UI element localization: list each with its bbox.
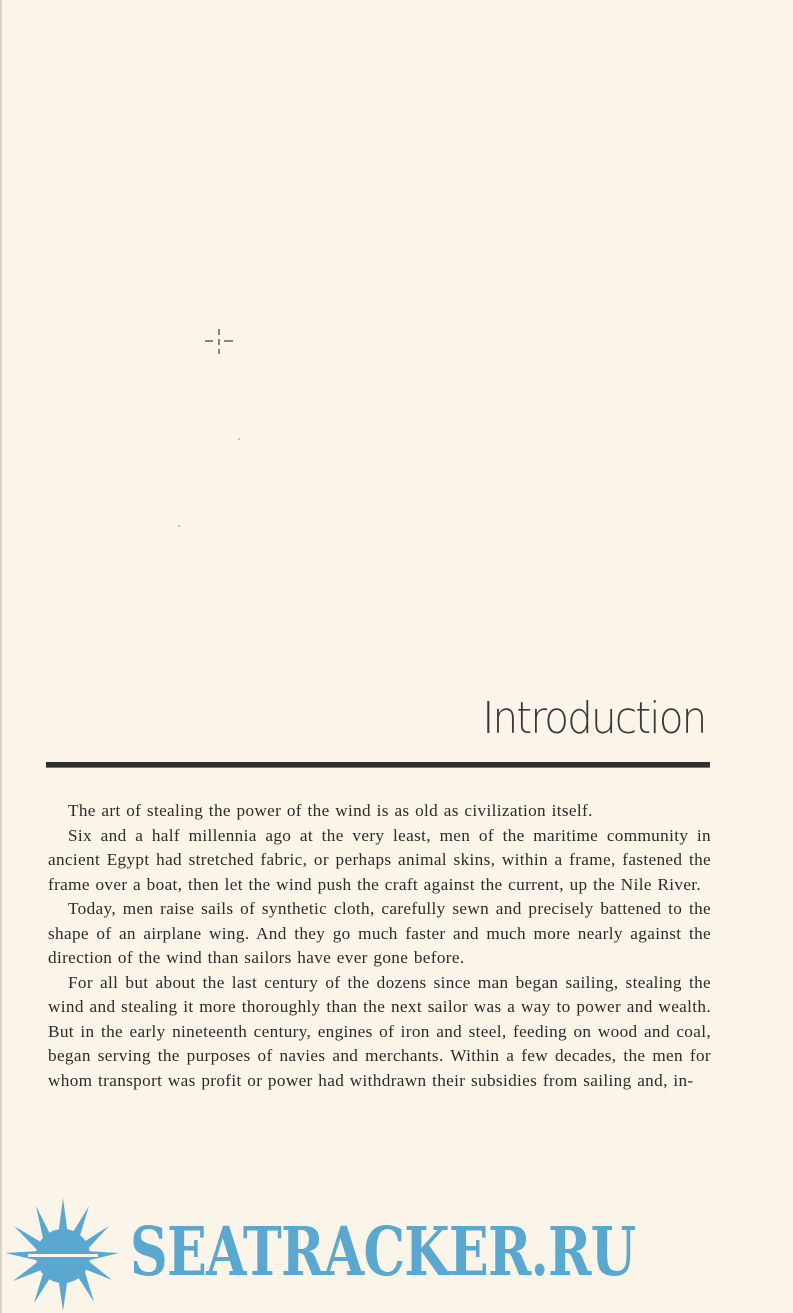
paragraph: For all but about the last century of the dozens since man began sailing, stealing the wind and stealing it more thoroughly than the next sailor was a way to power and wealth. But in the early nineteenth century, engines of iron and steel, feeding on wood and coal, began serving the purposes of navies and merchants. Within a few decades, the men for whom transport was profit or power had withdrawn their subsidies from sailing and, in-: [48, 972, 711, 1090]
title-rule: [46, 762, 710, 767]
paragraph: Today, men raise sails of synthetic cloth, carefully sewn and precisely battened to the shape of an airplane wing. And they go much faster and much more nearly against the direction of the wind than sailors have ever gone before.: [48, 899, 711, 967]
paragraph: The art of stealing the power of the wind is as old as civilization itself.: [68, 801, 593, 820]
body-text: [48, 799, 711, 1093]
paper-speck: [238, 438, 240, 440]
paper-speck: [178, 525, 180, 527]
chapter-title: Introduction: [481, 693, 705, 744]
registration-mark-icon: [205, 329, 233, 355]
sun-icon: [2, 1198, 124, 1313]
watermark: [2, 1198, 793, 1313]
paragraph: Six and a half millennia ago at the very least, men of the maritime community in ancient Egypt had stretched fabric, or perhaps animal skins, within a frame, fastened the frame over a boat, then let the wind push the craft against the current, up the Nile River.: [48, 825, 711, 894]
watermark-text: SEATRACKER.RU: [130, 1212, 636, 1291]
